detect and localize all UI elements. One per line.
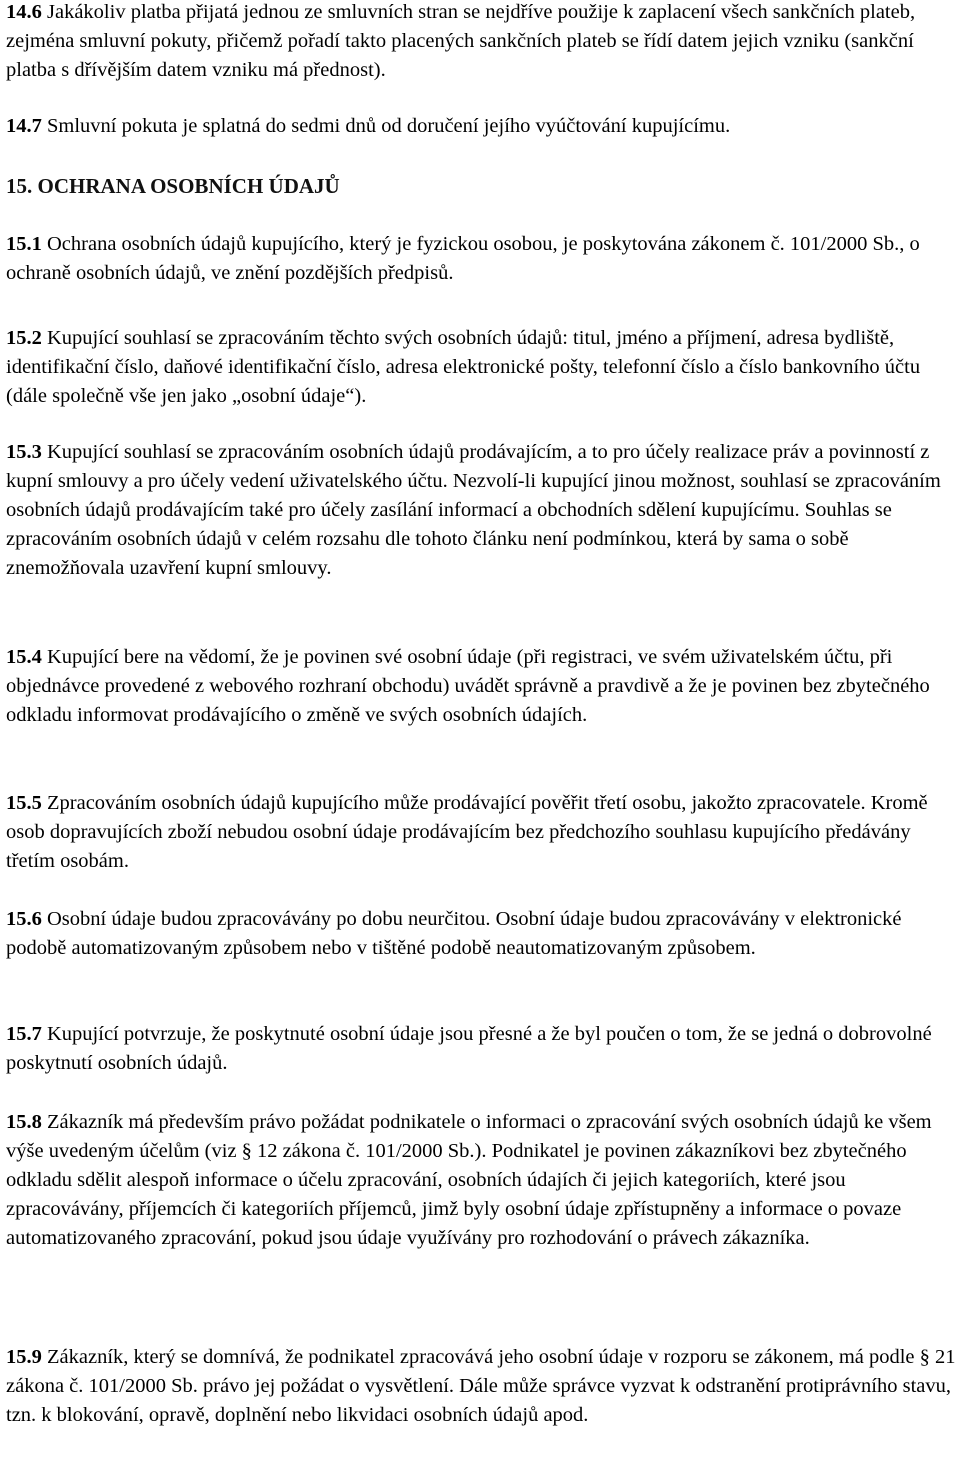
paragraph-text: Jakákoliv platba přijatá jednou ze smluvních stran se nejdříve použije k zaplacení všech sankčních plateb, zejména smluvní pokuty, přičemž pořadí takto placených sankčních plateb se řídí datem jejich vzniku (sankční platba s dřívějším datem vzniku má přednost). bbox=[6, 1, 916, 81]
paragraph-15-7 bbox=[6, 1020, 956, 1078]
paragraph-15-4 bbox=[6, 643, 956, 730]
paragraph-14-6 bbox=[6, 0, 956, 85]
paragraph-text: Kupující potvrzuje, že poskytnuté osobní údaje jsou přesné a že byl poučen o tom, že se jedná o dobrovolné poskytnutí osobních údajů. bbox=[6, 1023, 932, 1074]
paragraph-number: 14.6 bbox=[6, 1, 42, 23]
paragraph-text: Zpracováním osobních údajů kupujícího může prodávající pověřit třetí osobu, jakožto zpracovatele. Kromě osob dopravujících zboží nebudou osobní údaje prodávajícím bez předchozího souhlasu kupujícího předávány třetím osobám. bbox=[6, 792, 928, 872]
paragraph-14-7 bbox=[6, 112, 956, 141]
paragraph-15-1 bbox=[6, 230, 956, 288]
paragraph-text: Osobní údaje budou zpracovávány po dobu neurčitou. Osobní údaje budou zpracovávány v elektronické podobě automatizovaným způsobem nebo v tištěné podobě neautomatizovaným způsobem. bbox=[6, 908, 902, 959]
paragraph-number: 15.1 bbox=[6, 233, 42, 255]
paragraph-text: Smluvní pokuta je splatná do sedmi dnů od doručení jejího vyúčtování kupujícímu. bbox=[41, 115, 731, 137]
paragraph-text: Zákazník má především právo požádat podnikatele o informaci o zpracování svých osobních údajů ke všem výše uvedeným účelům (viz § 12 zákona č. 101/2000 Sb.). Podnikatel je povinen zákazníkovi bez zbytečného odkladu sdělit alespoň informace o účelu zpracování, osobních údajích či jejich kategoriích, které jsou zpracovávány, příjemcích či kategoriích příjemců, jimž byly osobní údaje zpřístupněny a informace o povaze automatizovaného zpracování, pokud jsou údaje využívány pro rozhodování o právech zákazníka. bbox=[6, 1111, 932, 1249]
paragraph-number: 14.7 bbox=[6, 115, 42, 137]
paragraph-number: 15.9 bbox=[6, 1346, 42, 1368]
paragraph-number: 15.5 bbox=[6, 792, 42, 814]
paragraph-text: Kupující souhlasí se zpracováním osobních údajů prodávajícím, a to pro účely realizace práv a povinností z kupní smlouvy a pro účely vedení uživatelského účtu. Nezvolí-li kupující jinou možnost, souhlasí se zpracováním osobních údajů prodávajícím také pro účely zasílání informací a obchodních sdělení kupujícímu. Souhlas se zpracováním osobních údajů v celém rozsahu dle tohoto článku není podmínkou, která by sama o sobě znemožňovala uzavření kupní smlouvy. bbox=[6, 441, 941, 579]
paragraph-15-9 bbox=[6, 1343, 956, 1430]
paragraph-number: 15.2 bbox=[6, 327, 42, 349]
paragraph-number: 15.4 bbox=[6, 646, 42, 668]
paragraph-number: 15.6 bbox=[6, 908, 42, 930]
paragraph-text: Ochrana osobních údajů kupujícího, který je fyzickou osobou, je poskytována zákonem č. 101/2000 Sb., o ochraně osobních údajů, ve znění pozdějších předpisů. bbox=[6, 233, 920, 284]
paragraph-text: Kupující souhlasí se zpracováním těchto svých osobních údajů: titul, jméno a příjmení, adresa bydliště, identifikační číslo, daňové identifikační číslo, adresa elektronické pošty, telefonní číslo a číslo bankovního účtu (dále společně vše jen jako „osobní údaje“). bbox=[6, 327, 921, 407]
paragraph-15-6 bbox=[6, 905, 956, 963]
paragraph-15-3 bbox=[6, 438, 956, 583]
paragraph-text: Kupující bere na vědomí, že je povinen své osobní údaje (při registraci, ve svém uživatelském účtu, při objednávce provedené z webového rozhraní obchodu) uvádět správně a pravdivě a že je povinen bez zbytečného odkladu informovat prodávajícího o změně ve svých osobních údajích. bbox=[6, 646, 930, 726]
paragraph-15-8 bbox=[6, 1108, 956, 1253]
paragraph-number: 15.8 bbox=[6, 1111, 42, 1133]
paragraph-number: 15.7 bbox=[6, 1023, 42, 1045]
section-heading: 15. OCHRANA OSOBNÍCH ÚDAJŮ bbox=[6, 174, 340, 198]
paragraph-text: Zákazník, který se domnívá, že podnikatel zpracovává jeho osobní údaje v rozporu se zákonem, má podle § 21 zákona č. 101/2000 Sb. právo jej požádat o vysvětlení. Dále může správce vyzvat k odstranění protiprávního stavu, tzn. k blokování, opravě, doplnění nebo likvidaci osobních údajů apod. bbox=[6, 1346, 956, 1426]
paragraph-number: 15.3 bbox=[6, 441, 42, 463]
paragraph-15-5 bbox=[6, 789, 956, 876]
paragraph-15-2 bbox=[6, 324, 956, 411]
